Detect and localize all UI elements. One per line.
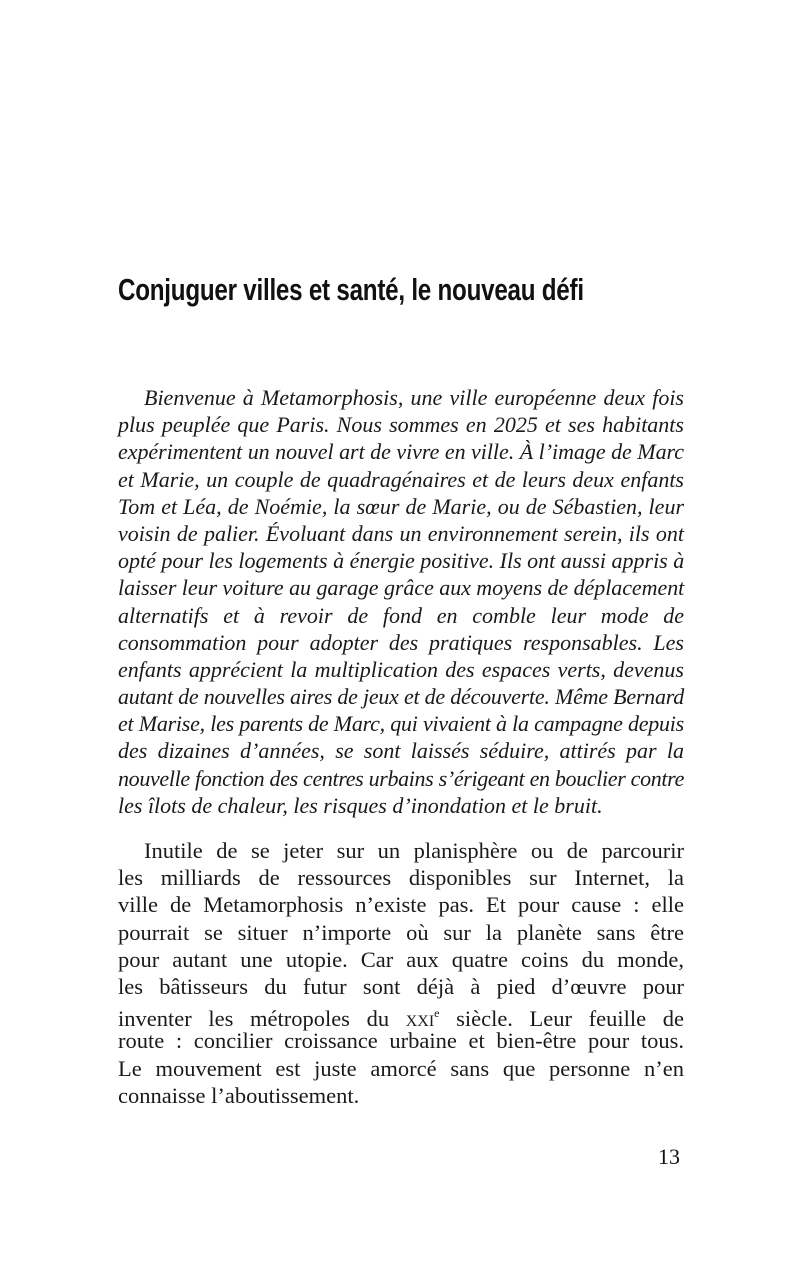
text-line: plus peuplée que Paris. Nous sommes en 2025 et ses habitants	[118, 412, 684, 438]
text-line: nouvelle fonction des centres urbains s’érigeant en bouclier contre	[118, 765, 684, 791]
text-line: Le mouvement est juste amorcé sans que personne n’en	[118, 1055, 684, 1081]
text-line: pour autant une utopie. Car aux quatre coins du monde,	[118, 946, 684, 972]
text-line: enfants apprécient la multiplication des espaces verts, devenus	[118, 656, 684, 682]
text-line: pourrait se situer n’importe où sur la planète sans être	[118, 919, 684, 945]
intro-paragraph-italic	[118, 384, 684, 819]
text-line: expérimentent un nouvel art de vivre en ville. À l’image de Marc	[118, 439, 684, 465]
superscript: e	[434, 1006, 440, 1021]
text-segment: inventer les métropoles du	[118, 1006, 406, 1032]
text-line: consommation pour adopter des pratiques responsables. Les	[118, 629, 684, 655]
text-line: Tom et Léa, de Noémie, la sœur de Marie, ou de Sébastien, leur	[118, 493, 684, 519]
text-line: alternatifs et à revoir de fond en comble leur mode de	[118, 602, 684, 628]
text-line: les bâtisseurs du futur sont déjà à pied d’œuvre pour	[118, 973, 684, 999]
text-line: connaisse l’aboutissement.	[118, 1082, 360, 1108]
text-line: Bienvenue à Metamorphosis, une ville européenne deux fois	[144, 385, 684, 410]
text-line: autant de nouvelles aires de jeux et de découverte. Même Bernard	[118, 684, 684, 710]
body-paragraph	[118, 837, 684, 1109]
text-line: route : concilier croissance urbaine et bien-être pour tous.	[118, 1028, 684, 1054]
page-number: 13	[658, 1144, 680, 1169]
text-line: opté pour les logements à énergie positive. Ils ont aussi appris à	[118, 548, 685, 574]
text-line: Inutile de se jeter sur un planisphère ou de parcourir	[144, 838, 684, 863]
text-line: et Marie, un couple de quadragénaires et de leurs deux enfants	[118, 466, 684, 492]
text-segment: siècle. Leur feuille de	[439, 1006, 684, 1032]
text-line: voisin de palier. Évoluant dans un environnement serein, ils ont	[118, 520, 684, 546]
chapter-title: Conjuguer villes et santé, le nouveau défi	[118, 272, 584, 307]
text-line: ville de Metamorphosis n’existe pas. Et pour cause : elle	[118, 892, 684, 918]
text-line: et Marise, les parents de Marc, qui vivaient à la campagne depuis	[118, 711, 684, 737]
text-line	[118, 1000, 684, 1032]
text-line: les îlots de chaleur, les risques d’inondation et le bruit.	[118, 792, 603, 818]
text-line: des dizaines d’années, se sont laissés séduire, attirés par la	[118, 738, 684, 764]
text-line: les milliards de ressources disponibles sur Internet, la	[118, 865, 684, 891]
century-numeral: xxi	[405, 1006, 435, 1032]
text-line: laisser leur voiture au garage grâce aux moyens de déplacement	[118, 575, 685, 601]
